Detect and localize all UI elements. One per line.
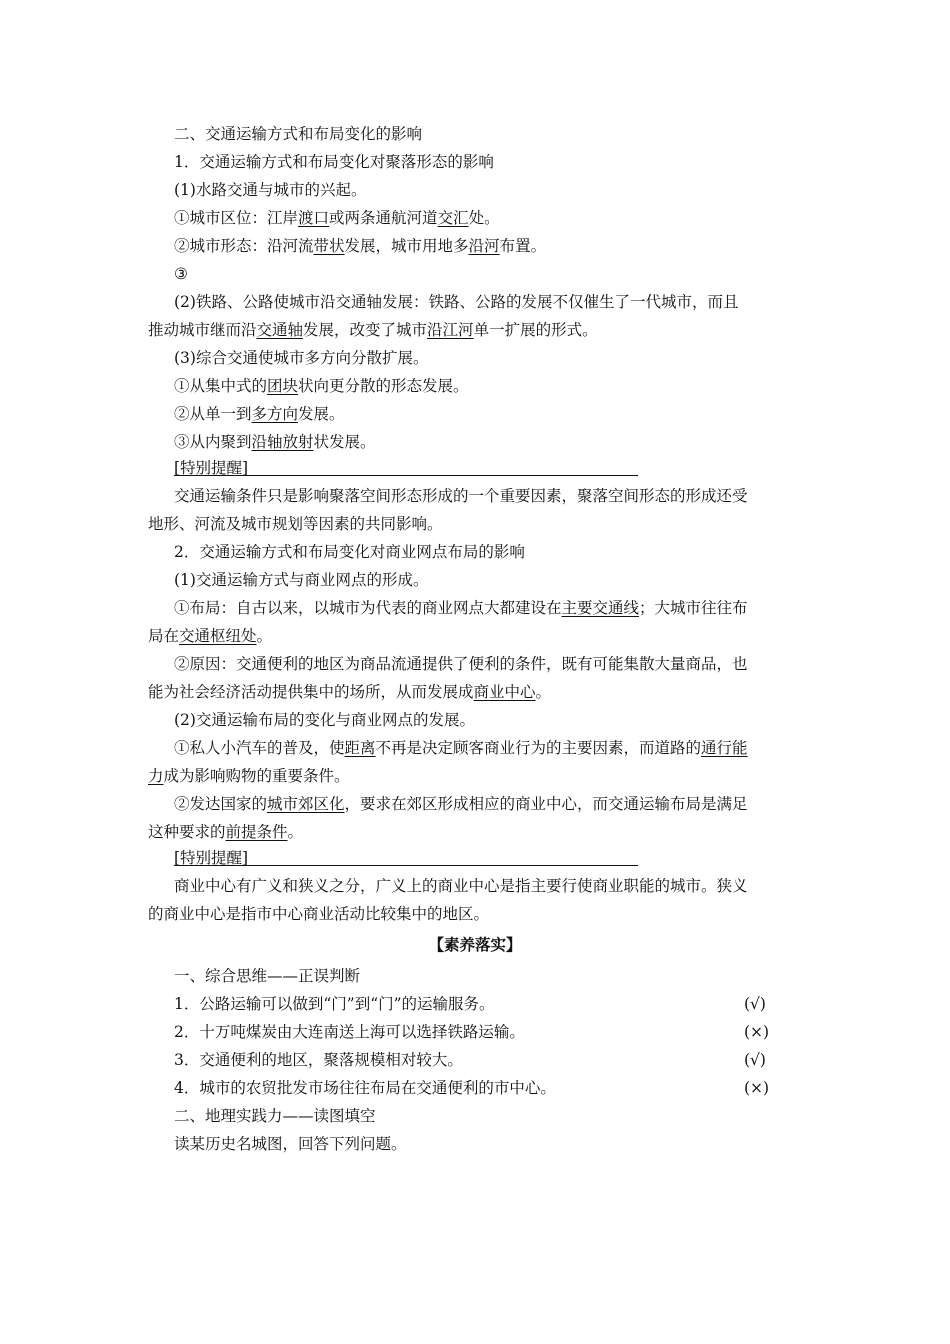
question-text: 1．公路运输可以做到“门”到“门”的运输服务。 [174, 995, 495, 1013]
subsection-title: 1．交通运输方式和布局变化对聚落形态的影响 [174, 153, 494, 171]
point-title: (2)交通运输布局的变化与商业网点的发展。 [174, 711, 475, 729]
list-item: ③ [174, 265, 188, 283]
answer-blank: 交通轴 [256, 321, 304, 339]
subsection-title: 2．交通运输方式和布局变化对商业网点布局的影响 [174, 543, 525, 561]
answer-blank: 通行能 [701, 739, 748, 757]
answer-blank: 沿轴放射 [251, 433, 314, 451]
point-title: (1)水路交通与城市的兴起。 [174, 181, 367, 199]
question-text: 3．交通便利的地区，聚落规模相对较大。 [174, 1051, 463, 1069]
answer-blank: 交汇 [437, 209, 469, 227]
practice-part-title: 一、综合思维——正误判断 [174, 967, 361, 985]
paragraph-line: 推动城市继而沿交通轴发展，改变了城市沿江河单一扩展的形式。 [148, 321, 598, 339]
list-item: ①城市区位：江岸渡口或两条通航河道交汇处。 [174, 209, 500, 227]
answer-blank: 团块 [267, 377, 299, 395]
note-tag: [特别提醒] [174, 849, 249, 867]
note-tag: [特别提醒] [174, 459, 249, 477]
section-title: 二、交通运输方式和布局变化的影响 [174, 125, 423, 143]
answer-mark: (×) [744, 1079, 770, 1097]
answer-blank: 商业中心 [473, 683, 536, 701]
question-text: 2．十万吨煤炭由大连南送上海可以选择铁路运输。 [174, 1023, 525, 1041]
point-title: (3)综合交通使城市多方向分散扩展。 [174, 349, 429, 367]
practice-part-title: 二、地理实践力——读图填空 [174, 1107, 376, 1125]
paragraph-line: 力成为影响购物的重要条件。 [148, 767, 350, 785]
list-item: ②城市形态：沿河流带状发展，城市用地多沿河布置。 [174, 237, 547, 255]
answer-blank: 带状 [313, 237, 345, 255]
note-line: 商业中心有广义和狭义之分，广义上的商业中心是指主要行使商业职能的城市。狭义 [174, 877, 748, 895]
note-line: 的商业中心是指市中心商业活动比较集中的地区。 [148, 905, 490, 923]
answer-mark: (√) [744, 995, 766, 1013]
answer-blank: 距离 [344, 739, 376, 757]
note-rule [174, 475, 638, 476]
paragraph-line: ①私人小汽车的普及，使距离不再是决定顾客商业行为的主要因素，而道路的通行能 [174, 739, 748, 757]
point-title: (1)交通运输方式与商业网点的形成。 [174, 571, 429, 589]
note-line: 地形、河流及城市规划等因素的共同影响。 [148, 515, 443, 533]
answer-blank: 交通枢纽处 [179, 627, 257, 645]
paragraph-line: ②原因：交通便利的地区为商品流通提供了便利的条件，既有可能集散大量商品，也 [174, 655, 748, 673]
answer-blank: 城市郊区化 [267, 795, 345, 813]
answer-blank: 渡口 [298, 209, 330, 227]
paragraph-line: ②发达国家的城市郊区化，要求在郊区形成相应的商业中心，而交通运输布局是满足 [174, 795, 748, 813]
list-item: ②从单一到多方向发展。 [174, 405, 345, 423]
note-rule [174, 865, 638, 866]
answer-blank: 沿江河 [427, 321, 474, 339]
practice-heading: 【素养落实】 [428, 936, 522, 954]
paragraph-line: 局在交通枢纽处。 [148, 627, 273, 645]
answer-blank: 前提条件 [225, 823, 288, 841]
answer-blank: 多方向 [251, 405, 299, 423]
paragraph-line: 能为社会经济活动提供集中的场所，从而发展成商业中心。 [148, 683, 552, 701]
answer-mark: (√) [744, 1051, 766, 1069]
answer-blank: 主要交通线 [561, 599, 640, 617]
answer-blank: 沿河 [468, 237, 500, 255]
practice-intro: 读某历史名城图，回答下列问题。 [174, 1135, 407, 1153]
paragraph-line: ①布局：自古以来，以城市为代表的商业网点大都建设在主要交通线；大城市往往布 [174, 599, 748, 617]
paragraph-line: (2)铁路、公路使城市沿交通轴发展：铁路、公路的发展不仅催生了一代城市，而且 [174, 293, 739, 311]
answer-blank: 力 [148, 767, 164, 785]
note-line: 交通运输条件只是影响聚落空间形态形成的一个重要因素，聚落空间形态的形成还受 [174, 487, 748, 505]
question-text: 4．城市的农贸批发市场往往布局在交通便利的市中心。 [174, 1079, 556, 1097]
list-item: ①从集中式的团块状向更分散的形态发展。 [174, 377, 469, 395]
paragraph-line: 这种要求的前提条件。 [148, 823, 304, 841]
answer-mark: (×) [744, 1023, 770, 1041]
list-item: ③从内聚到沿轴放射状发展。 [174, 433, 376, 451]
